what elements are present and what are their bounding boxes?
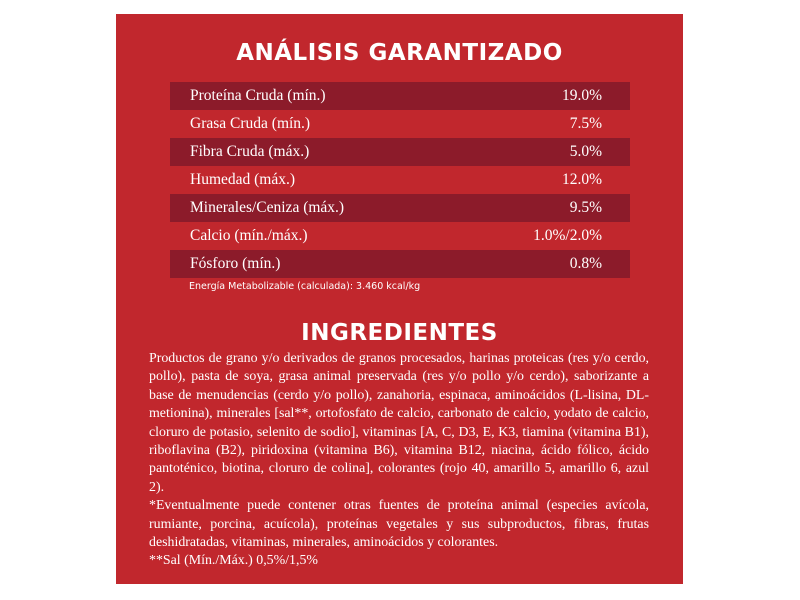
table-row — [170, 250, 630, 278]
table-row — [170, 110, 630, 138]
row-value: 7.5% — [569, 115, 602, 132]
row-value: 12.0% — [561, 171, 602, 188]
row-value: 5.0% — [569, 143, 602, 160]
analysis-title: ANÁLISIS GARANTIZADO — [236, 40, 563, 66]
table-row — [170, 82, 630, 110]
ingredients-body: Productos de grano y/o derivados de granos procesados, harinas proteicas (res y/o cerdo, pollo), pasta de soya, grasa animal preservada (res y/o pollo y/o cerdo), saborizante a base de menudencias (cerdo y/o pollo), zanahoria, espinaca, aminoácidos (L-lisina, DL-metionina), minerales [sal**, ortofosfato de calcio, carbonato de calcio, yodato de calcio, cloruro de potasio, selenito de sodio], vitaminas [A, C, D3, E, K3, tiamina (vitamina B1), riboflavina (B2), piridoxina (vitamina B6), vitamina B12, niacina, ácido fólico, ácido pantoténico, biotina, cloruro de colina], colorantes (rojo 40, amarillo 5, amarillo 6, azul 2). — [149, 351, 649, 495]
table-row — [170, 166, 630, 194]
row-label: Grasa Cruda (mín.) — [190, 115, 311, 132]
table-row — [170, 194, 630, 222]
row-label: Fósforo (mín.) — [190, 255, 281, 272]
salt-note: **Sal (Mín./Máx.) 0,5%/1,5% — [149, 553, 318, 569]
ingredients-title: INGREDIENTES — [301, 320, 498, 346]
analysis-table — [170, 82, 630, 278]
ingredients-list — [149, 350, 649, 571]
row-value: 1.0%/2.0% — [533, 227, 602, 244]
row-value: 9.5% — [569, 199, 602, 216]
row-label: Humedad (máx.) — [190, 171, 296, 188]
row-value: 0.8% — [569, 255, 602, 272]
row-label: Minerales/Ceniza (máx.) — [190, 199, 345, 216]
row-label: Calcio (mín./máx.) — [190, 227, 308, 244]
energy-note: Energía Metabolizable (calculada): 3.460 kcal/kg — [189, 281, 421, 292]
row-value: 19.0% — [561, 87, 602, 104]
label-panel — [116, 14, 683, 584]
row-label: Proteína Cruda (mín.) — [190, 87, 326, 104]
ingredients-note: *Eventualmente puede contener otras fuentes de proteína animal (especies avícola, rumiante, porcina, acuícola), proteínas vegetales y sus subproductos, fibras, frutas deshidratadas, vitaminas, minerales, aminoácidos y colorantes. — [149, 498, 649, 551]
table-row — [170, 222, 630, 250]
row-label: Fibra Cruda (máx.) — [190, 143, 310, 160]
table-row — [170, 138, 630, 166]
